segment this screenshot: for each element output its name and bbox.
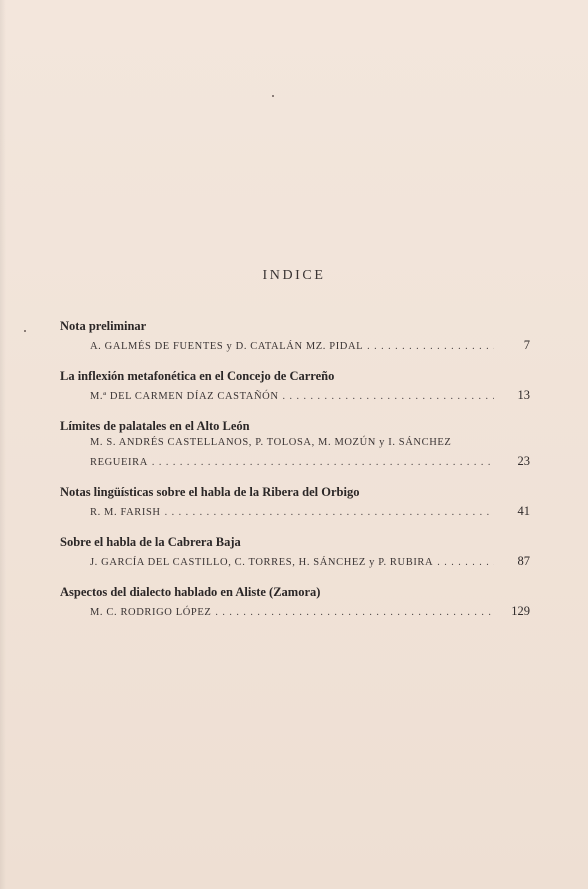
entry-authors: M. S. ANDRÉS CASTELLANOS, P. TOLOSA, M. MOZÚN y I. SÁNCHEZ [90,437,452,448]
entry-title: Nota preliminar [60,319,147,333]
entry-authors: A. GALMÉS DE FUENTES y D. CATALÁN MZ. PIDAL [90,341,364,352]
table-of-contents [60,317,530,633]
entry-authors-continued: REGUEIRA [90,457,148,468]
page-number: 41 [517,504,530,518]
dot-leader [215,603,494,623]
entry-authors-row [60,451,530,473]
page-number: 87 [517,554,530,568]
paper-speck [272,95,274,97]
entry-title: Aspectos del dialecto hablado en Aliste (Zamora) [60,585,321,599]
toc-entry [60,583,530,623]
page-number: 129 [511,604,530,618]
dot-leader [152,453,494,473]
entry-authors: M. C. RODRIGO LÓPEZ [90,607,212,618]
entry-authors: R. M. FARISH [90,507,161,518]
entry-authors: M.ª DEL CARMEN DÍAZ CASTAÑÓN [90,391,279,402]
index-heading: INDICE [262,268,326,283]
dot-leader [437,553,494,573]
entry-authors-row [60,601,530,623]
toc-entry [60,417,530,473]
entry-authors-row [60,335,530,357]
toc-entry [60,367,530,407]
paper-speck [24,330,26,332]
entry-authors-row [60,501,530,523]
page-number: 7 [523,338,530,352]
dot-leader [283,387,494,407]
toc-entry [60,483,530,523]
entry-title: Sobre el habla de la Cabrera Baja [60,535,241,549]
entry-title: La inflexión metafonética en el Concejo de Carreño [60,369,335,383]
dot-leader [165,503,494,523]
toc-entry [60,533,530,573]
entry-title: Límites de palatales en el Alto León [60,419,250,433]
entry-authors: J. GARCÍA DEL CASTILLO, C. TORRES, H. SÁNCHEZ y P. RUBIRA [90,557,434,568]
page-number: 13 [517,388,530,402]
entry-authors-row [60,551,530,573]
entry-authors-row [60,385,530,407]
dot-leader [367,337,494,357]
toc-entry [60,317,530,357]
page-number: 23 [517,454,530,468]
entry-title: Notas lingüísticas sobre el habla de la Ribera del Orbigo [60,485,360,499]
